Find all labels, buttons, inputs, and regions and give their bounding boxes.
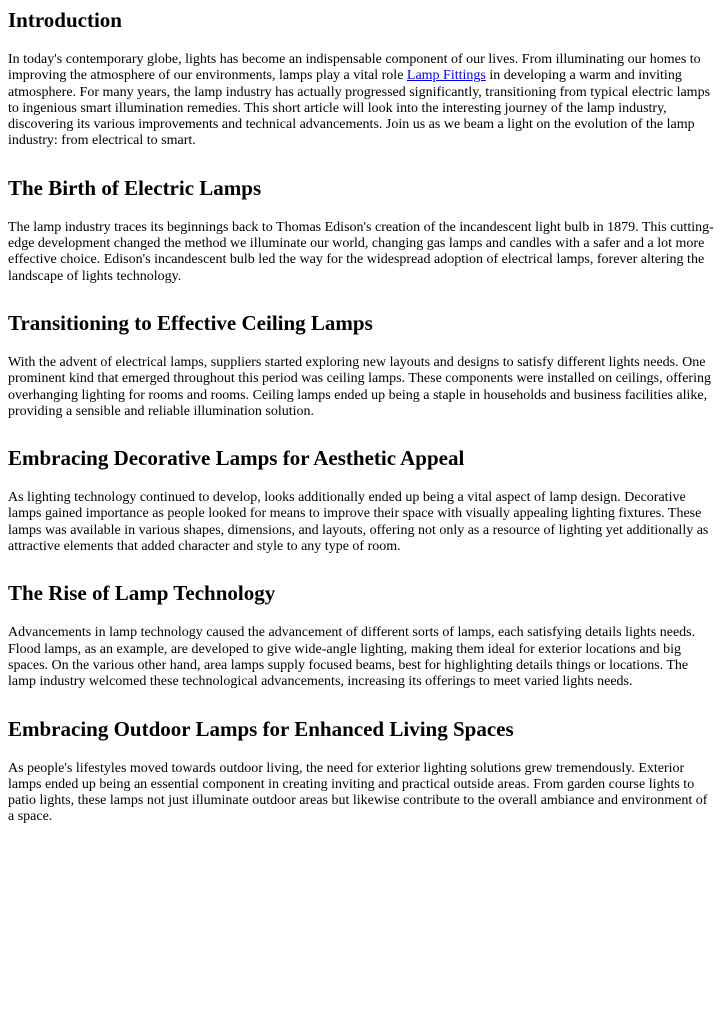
section-lamp-technology <box>8 580 714 690</box>
paragraph-ceiling-lamps: With the advent of electrical lamps, suppliers started exploring new layouts and designs to satisfy different lights needs. One prominent kind that emerged throughout this period was ceiling lamps. These components were installed on ceilings, offering overhanging lighting for rooms and rooms. Ceiling lamps ended up being a staple in households and business facilities alike, providing a sensible and reliable illumination solution. <box>8 354 711 419</box>
heading-ceiling-lamps: Transitioning to Effective Ceiling Lamps <box>8 310 373 335</box>
section-decorative-lamps <box>8 445 714 555</box>
lamp-fittings-link[interactable]: Lamp Fittings <box>406 68 486 84</box>
section-ceiling-lamps <box>8 310 714 420</box>
heading-decorative-lamps: Embracing Decorative Lamps for Aesthetic Appeal <box>8 446 465 471</box>
heading-birth-of-electric-lamps: The Birth of Electric Lamps <box>8 175 262 200</box>
paragraph-introduction-text-end: in developing a warm and inviting atmosphere. For many years, the lamp industry has actually progressed significantly, transitioning from typical electric lamps to ingenious smart illumination remedies. This short article will look into the interesting journey of the lamp industry, discovering its various improvements and technical advancements. Join us as we beam a light on the evolution of the lamp industry: from electrical to smart. <box>8 68 711 149</box>
paragraph-decorative-lamps: As lighting technology continued to develop, looks additionally ended up being a vital aspect of lamp design. Decorative lamps gained importance as people looked for means to improve their space with visually appealing lighting fixtures. These lamps was available in various shapes, dimensions, and layouts, offering not only as a resource of lighting yet additionally as attractive elements that added character and style to any type of room. <box>8 490 709 555</box>
section-outdoor-lamps <box>8 716 714 826</box>
heading-introduction: Introduction <box>8 8 122 32</box>
paragraph-birth-of-electric-lamps: The lamp industry traces its beginnings back to Thomas Edison's creation of the incandescent light bulb in 1879. This cutting-edge development changed the method we illuminate our world, changing gas lamps and candles with a safer and a lot more effective choice. Edison's incandescent bulb led the way for the widespread adoption of electrical lamps, forever altering the landscape of lights technology. <box>8 219 714 284</box>
paragraph-introduction <box>8 52 714 150</box>
heading-lamp-technology: The Rise of Lamp Technology <box>8 581 276 606</box>
paragraph-introduction-text-start: In today's contemporary globe, lights has become an indispensable component of our lives. From illuminating our homes to improving the atmosphere of our environments, lamps play a vital role <box>8 52 701 84</box>
article <box>0 7 720 826</box>
paragraph-lamp-technology: Advancements in lamp technology caused the advancement of different sorts of lamps, each satisfying details lights needs. Flood lamps, as an example, are developed to give wide-angle lighting, making them ideal for exterior locations and big spaces. On the various other hand, area lamps supply focused beams, best for highlighting details things or locations. The lamp industry welcomed these technological advancements, increasing its offerings to meet varied lights needs. <box>8 625 696 690</box>
section-birth-of-electric-lamps <box>8 175 714 285</box>
heading-outdoor-lamps: Embracing Outdoor Lamps for Enhanced Living Spaces <box>8 716 514 741</box>
section-introduction <box>8 7 714 150</box>
paragraph-outdoor-lamps: As people's lifestyles moved towards outdoor living, the need for exterior lighting solutions grew tremendously. Exterior lamps ended up being an essential component in creating inviting and practical outside areas. From garden course lights to patio lights, these lamps not just illuminate outdoor areas but likewise contribute to the overall ambiance and environment of a space. <box>8 760 708 825</box>
